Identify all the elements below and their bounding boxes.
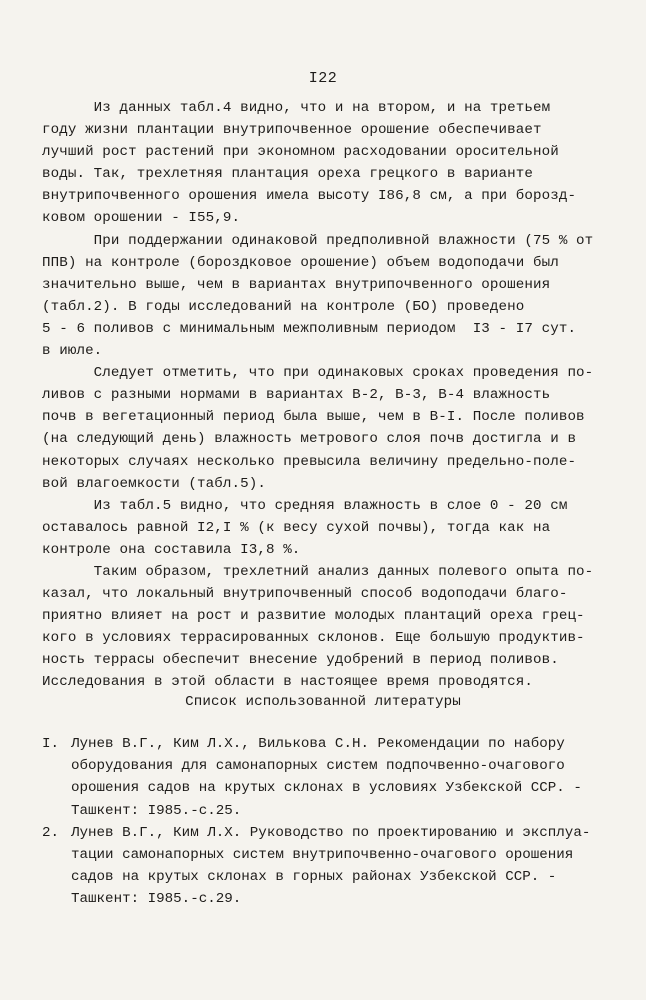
body-line: оставалось равной I2,I % (к весу сухой почвы), тогда как на <box>42 519 551 536</box>
body-line: вой влагоемкости (табл.5). <box>42 475 266 492</box>
page-number: I22 <box>308 70 338 87</box>
body-line: ковом орошении - I55,9. <box>42 210 241 227</box>
body-line: Исследования в этой области в настоящее время проводятся. <box>42 674 533 691</box>
body-line: году жизни плантации внутрипочвенное орошение обеспечивает <box>42 122 542 139</box>
body-line: казал, что локальный внутрипочвенный способ водоподачи благо- <box>42 586 568 603</box>
reference-line: Ташкент: I985.-с.25. <box>71 802 242 819</box>
reference-item <box>42 733 617 822</box>
body-line: почв в вегетационный период была выше, чем в В-I. После поливов <box>42 409 585 426</box>
reference-line: садов на крутых склонах в горных районах Узбекской ССР. - <box>71 869 557 886</box>
reference-number: I. <box>42 736 60 752</box>
body-line: некоторых случаях несколько превысила величину предельно-поле- <box>42 453 577 470</box>
body-line: воды. Так, трехлетняя плантация ореха грецкого в варианте <box>42 166 533 183</box>
reference-line: Лунев В.Г., Ким Л.Х. Руководство по проектированию и эксплуа- <box>71 824 591 841</box>
body-line: внутрипочвенного орошения имела высоту I86,8 см, а при борозд- <box>42 188 577 205</box>
references-list <box>42 733 617 911</box>
body-line: приятно влияет на рост и развитие молодых плантаций ореха грец- <box>42 608 585 625</box>
reference-line: тации самонапорных систем внутрипочвенно-очагового орошения <box>71 846 574 863</box>
references-heading: Список использованной литературы <box>185 694 461 710</box>
reference-line: Ташкент: I985.-с.29. <box>71 891 242 908</box>
reference-line: оборудования для самонапорных систем подпочвенно-очагового <box>71 758 565 775</box>
body-line: лучший рост растений при экономном расходовании оросительной <box>42 144 559 161</box>
body-line: Таким образом, трехлетний анализ данных полевого опыта по- <box>42 563 594 580</box>
body-line: кого в условиях террасированных склонов. Еще большую продуктив- <box>42 630 585 647</box>
body-line: ППВ) на контроле (бороздковое орошение) объем водоподачи был <box>42 254 559 271</box>
body-line: При поддержании одинаковой предполивной влажности (75 % от <box>42 232 594 249</box>
reference-number: 2. <box>42 824 60 841</box>
body-line: контроле она составила I3,8 %. <box>42 541 301 558</box>
body-line: (табл.2). В годы исследований на контроле (БО) проведено <box>42 298 525 315</box>
reference-item <box>42 822 617 911</box>
reference-line: орошения садов на крутых склонах в условиях Узбекской ССР. - <box>71 780 582 797</box>
body-text <box>42 97 610 694</box>
body-line: в июле. <box>42 343 103 360</box>
body-line: Из табл.5 видно, что средняя влажность в слое 0 - 20 см <box>42 497 568 514</box>
body-line: Из данных табл.4 видно, что и на втором, и на третьем <box>42 100 551 116</box>
body-line: (на следующий день) влажность метрового слоя почв достигла и в <box>42 431 577 448</box>
body-line: 5 - 6 поливов с минимальным межполивным периодом I3 - I7 сут. <box>42 320 577 337</box>
body-line: Следует отметить, что при одинаковых сроках проведения по- <box>42 365 594 382</box>
body-line: ность террасы обеспечит внесение удобрений в период поливов. <box>42 652 559 669</box>
body-line: значительно выше, чем в вариантах внутрипочвенного орошения <box>42 276 551 293</box>
reference-line: Лунев В.Г., Ким Л.Х., Вилькова С.Н. Рекомендации по набору <box>71 736 565 752</box>
body-line: ливов с разными нормами в вариантах В-2, В-3, В-4 влажность <box>42 387 551 404</box>
